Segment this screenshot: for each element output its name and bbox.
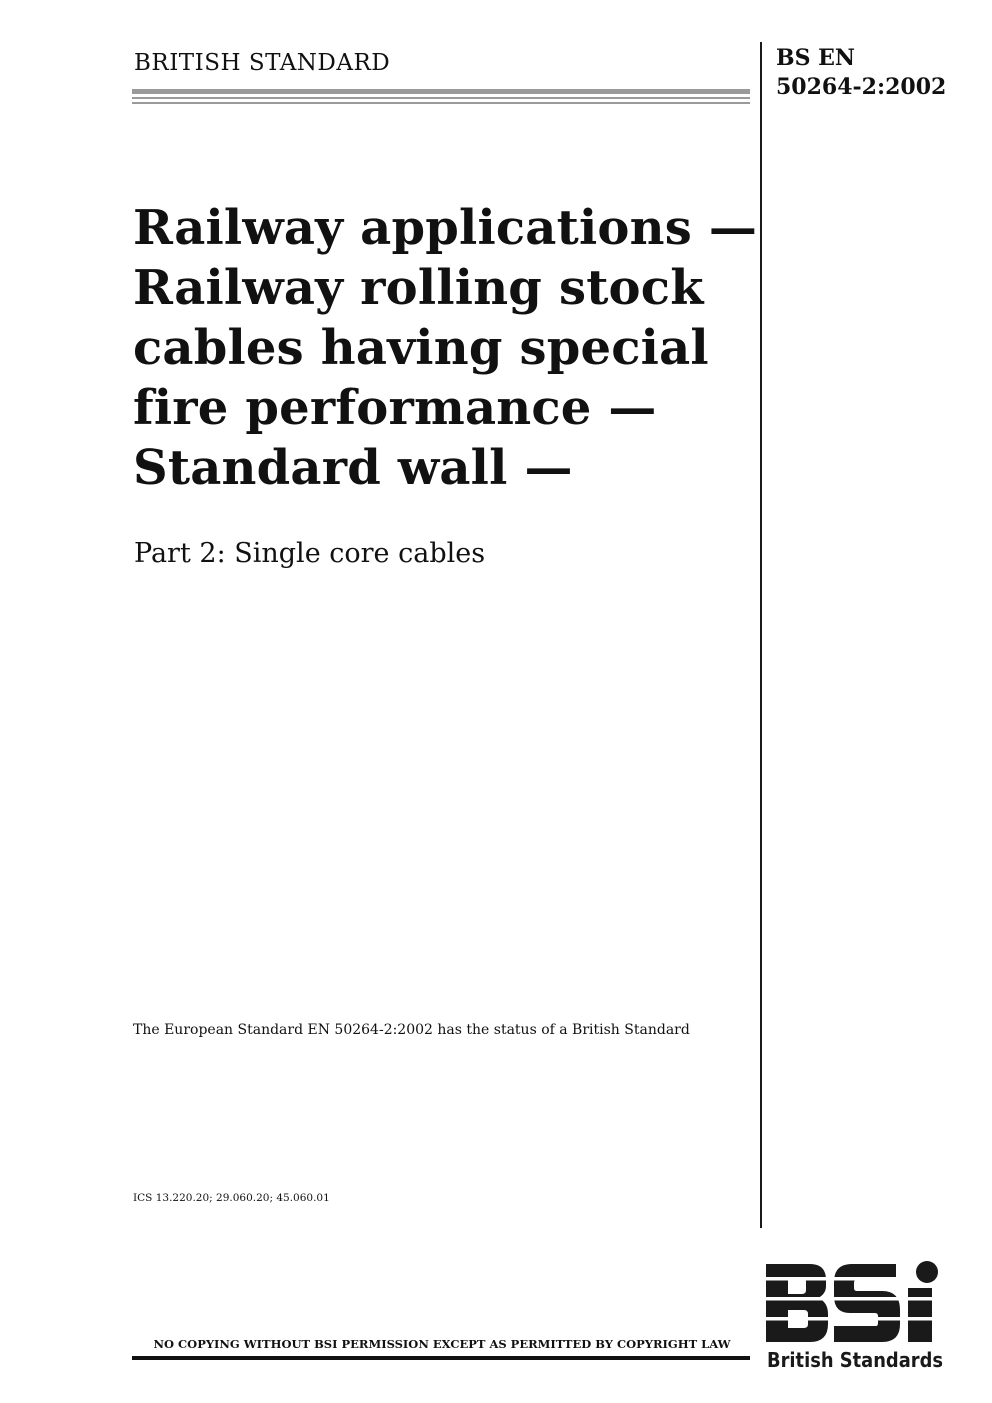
bsi-logo-caption: British Standards [767,1348,943,1372]
copyright-notice: NO COPYING WITHOUT BSI PERMISSION EXCEPT AS PERMITTED BY COPYRIGHT LAW [153,1337,731,1351]
title-line: fire performance — [133,380,657,436]
standard-number [776,44,946,102]
status-note: The European Standard EN 50264-2:2002 has the status of a British Standard [133,1022,690,1038]
document-title [133,198,758,498]
standard-number-line1: BS EN [776,45,856,71]
footer-rule [132,1356,750,1360]
title-line: Railway applications — [133,200,758,256]
bsi-logo [764,1258,948,1376]
vertical-divider [760,42,762,1228]
series-label: BRITISH STANDARD [134,50,391,76]
title-line: Standard wall — [133,440,573,496]
title-line: cables having special [133,320,709,376]
title-line: Railway rolling stock [133,260,704,316]
ics-codes: ICS 13.220.20; 29.060.20; 45.060.01 [133,1192,330,1204]
header-rule-thin-1 [132,97,750,99]
header-rule-thin-2 [132,102,750,104]
bsi-logo-dot [916,1261,938,1283]
header-rule-thick [132,89,750,94]
standard-number-line2: 50264-2:2002 [776,74,947,100]
part-subtitle: Part 2: Single core cables [134,538,486,569]
